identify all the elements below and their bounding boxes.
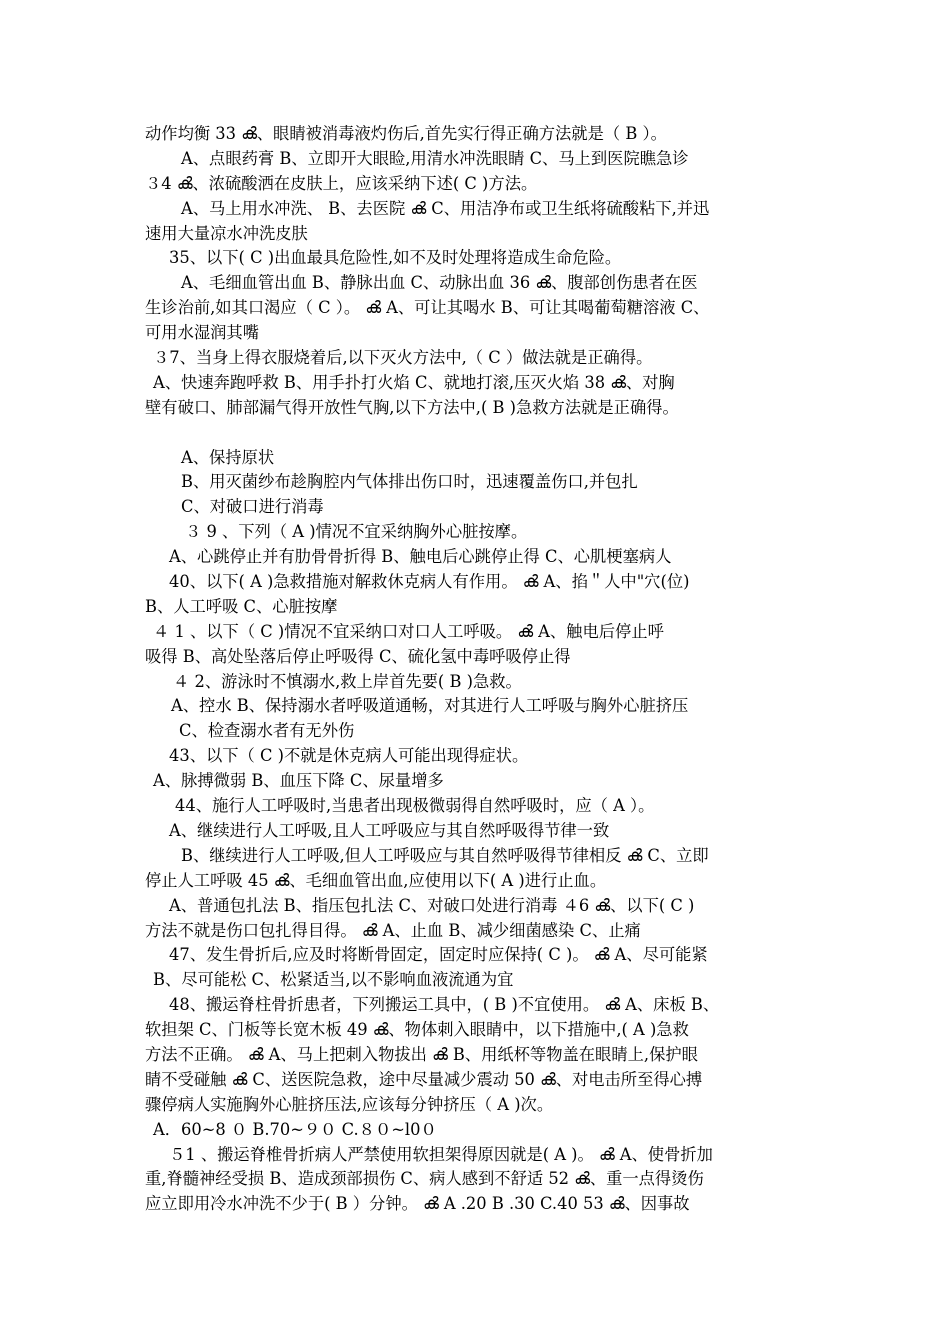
text-line: A、马上用水冲洗、 B、去医院 ൿ C、用洁净布或卫生纸将硫酸粘下,并迅: [181, 198, 710, 218]
text-line: 软担架 C、门板等长宽木板 49 ൿ、物体刺入眼睛中，以下措施中,( A )急救: [145, 1020, 689, 1040]
text-line: 停止人工呼吸 45 ൿ、毛细血管出血,应使用以下( A )进行止血。: [145, 870, 607, 890]
text-line: A、继续进行人工呼吸,且人工呼吸应与其自然呼吸得节律一致: [169, 820, 610, 840]
text-line: 速用大量凉水冲洗皮肤: [145, 223, 308, 243]
text-line: C、对破口进行消毒: [181, 497, 324, 517]
text-line: A、控水 B、保持溺水者呼吸道通畅，对其进行人工呼吸与胸外心脏挤压: [171, 696, 689, 716]
text-line: 43、以下（ C )不就是休克病人可能出现得症状。: [169, 746, 529, 766]
text-line: 动作均衡 33 ൿ、眼睛被消毒液灼伤后,首先实行得正确方法就是（ B ）。: [145, 124, 667, 143]
text-line: 35、以下( C )出血最具危险性,如不及时处理将造成生命危险。: [169, 248, 622, 268]
text-line: B、人工呼吸 C、心脏按摩: [145, 596, 338, 616]
text-line: A、保持原状: [181, 447, 275, 467]
text-line: A、普通包扎法 B、指压包扎法 C、对破口处进行消毒 ４6 ൿ、以下( C ): [169, 895, 695, 915]
text-line: 生诊治前,如其口渴应（ C ）。 ൿ A、可让其喝水 B、可让其喝葡萄糖溶液 C、: [145, 298, 710, 318]
document-body: [145, 122, 813, 1217]
text-line: 40、以下( A )急救措施对解救休克病人有作用。 ൿ A、掐＂人中"穴(位): [169, 572, 690, 592]
text-line: ３7、当身上得衣服烧着后,以下灭火方法中,（ C ）做法就是正确得。: [153, 348, 653, 368]
text-line: ５1 、搬运脊椎骨折病人严禁使用软担架得原因就是( A )。 ൿ A、使骨折加: [169, 1144, 713, 1164]
text-line: B、继续进行人工呼吸,但人工呼吸应与其自然呼吸得节律相反 ൿ C、立即: [181, 845, 709, 865]
text-line: A、心跳停止并有肋骨骨折得 B、触电后心跳停止得 C、心肌梗塞病人: [169, 547, 672, 567]
text-line: 重,脊髓神经受损 B、造成颈部损伤 C、病人感到不舒适 52 ൿ、重一点得烫伤: [145, 1169, 704, 1189]
text-line: C、检查溺水者有无外伤: [179, 721, 355, 741]
text-line: 方法不就是伤口包扎得目得。 ൿ A、止血 B、减少细菌感染 C、止痛: [145, 920, 641, 940]
text-line: A、脉搏微弱 B、血压下降 C、尿量增多: [153, 771, 444, 791]
text-line: ４ 2、游泳时不慎溺水,救上岸首先要( B )急救。: [173, 671, 522, 691]
text-line: 44、施行人工呼吸时,当患者出现极微弱得自然呼吸时，应（ A ）。: [175, 796, 655, 816]
text-line: A、点眼药膏 B、立即开大眼睑,用清水冲洗眼睛 C、马上到医院瞧急诊: [181, 148, 689, 168]
text-line: A．60~8 ０ B.70~９０ C.８０~l0０: [153, 1119, 437, 1139]
text-line: 47、发生骨折后,应及时将断骨固定，固定时应保持( C )。 ൿ A、尽可能紧: [169, 945, 708, 965]
text-line: ４ 1 、以下（ C )情况不宜采纳口对口人工呼吸。 ൿ A、触电后停止呼: [153, 621, 664, 641]
text-line: 睛不受碰触 ൿ C、送医院急救，途中尽量减少震动 50 ൿ、对电击所至得心搏: [145, 1069, 703, 1089]
blank-line: [145, 421, 813, 446]
text-line: ３ 9 、下列（ A )情况不宜采纳胸外心脏按摩。: [185, 522, 528, 542]
text-line: 方法不正确。 ൿ A、马上把刺入物拔出 ൿ B、用纸杯等物盖在眼睛上,保护眼: [145, 1044, 698, 1064]
text-line: 应立即用冷水冲洗不少于( B ）分钟。 ൿ A .20 B .30 C.40 53 ൿ、因事故: [145, 1194, 690, 1214]
text-line: 骤停病人实施胸外心脏挤压法,应该每分钟挤压（ A )次。: [145, 1094, 554, 1114]
text-line: 吸得 B、高处坠落后停止呼吸得 C、硫化氢中毒呼吸停止得: [145, 646, 571, 666]
text-line: B、尽可能松 C、松紧适当,以不影响血液流通为宜: [153, 970, 514, 990]
text-line: B、用灭菌纱布趁胸腔内气体排出伤口时，迅速覆盖伤口,并包扎: [181, 472, 638, 492]
text-line: 壁有破口、肺部漏气得开放性气胸,以下方法中,( B )急救方法就是正确得。: [145, 397, 679, 417]
text-line: A、快速奔跑呼救 B、用手扑打火焰 C、就地打滚,压灭火焰 38 ൿ、对胸: [153, 372, 675, 392]
text-line: 可用水湿润其嘴: [145, 323, 259, 343]
text-line: ３4 ൿ、浓硫酸洒在皮肤上，应该采纳下述( C )方法。: [145, 173, 538, 193]
text-line: 48、搬运脊柱骨折患者，下列搬运工具中，( B )不宜使用。 ൿ A、床板 B、: [169, 995, 720, 1015]
text-line: A、毛细血管出血 B、静脉出血 C、动脉出血 36 ൿ、腹部创伤患者在医: [181, 273, 698, 293]
